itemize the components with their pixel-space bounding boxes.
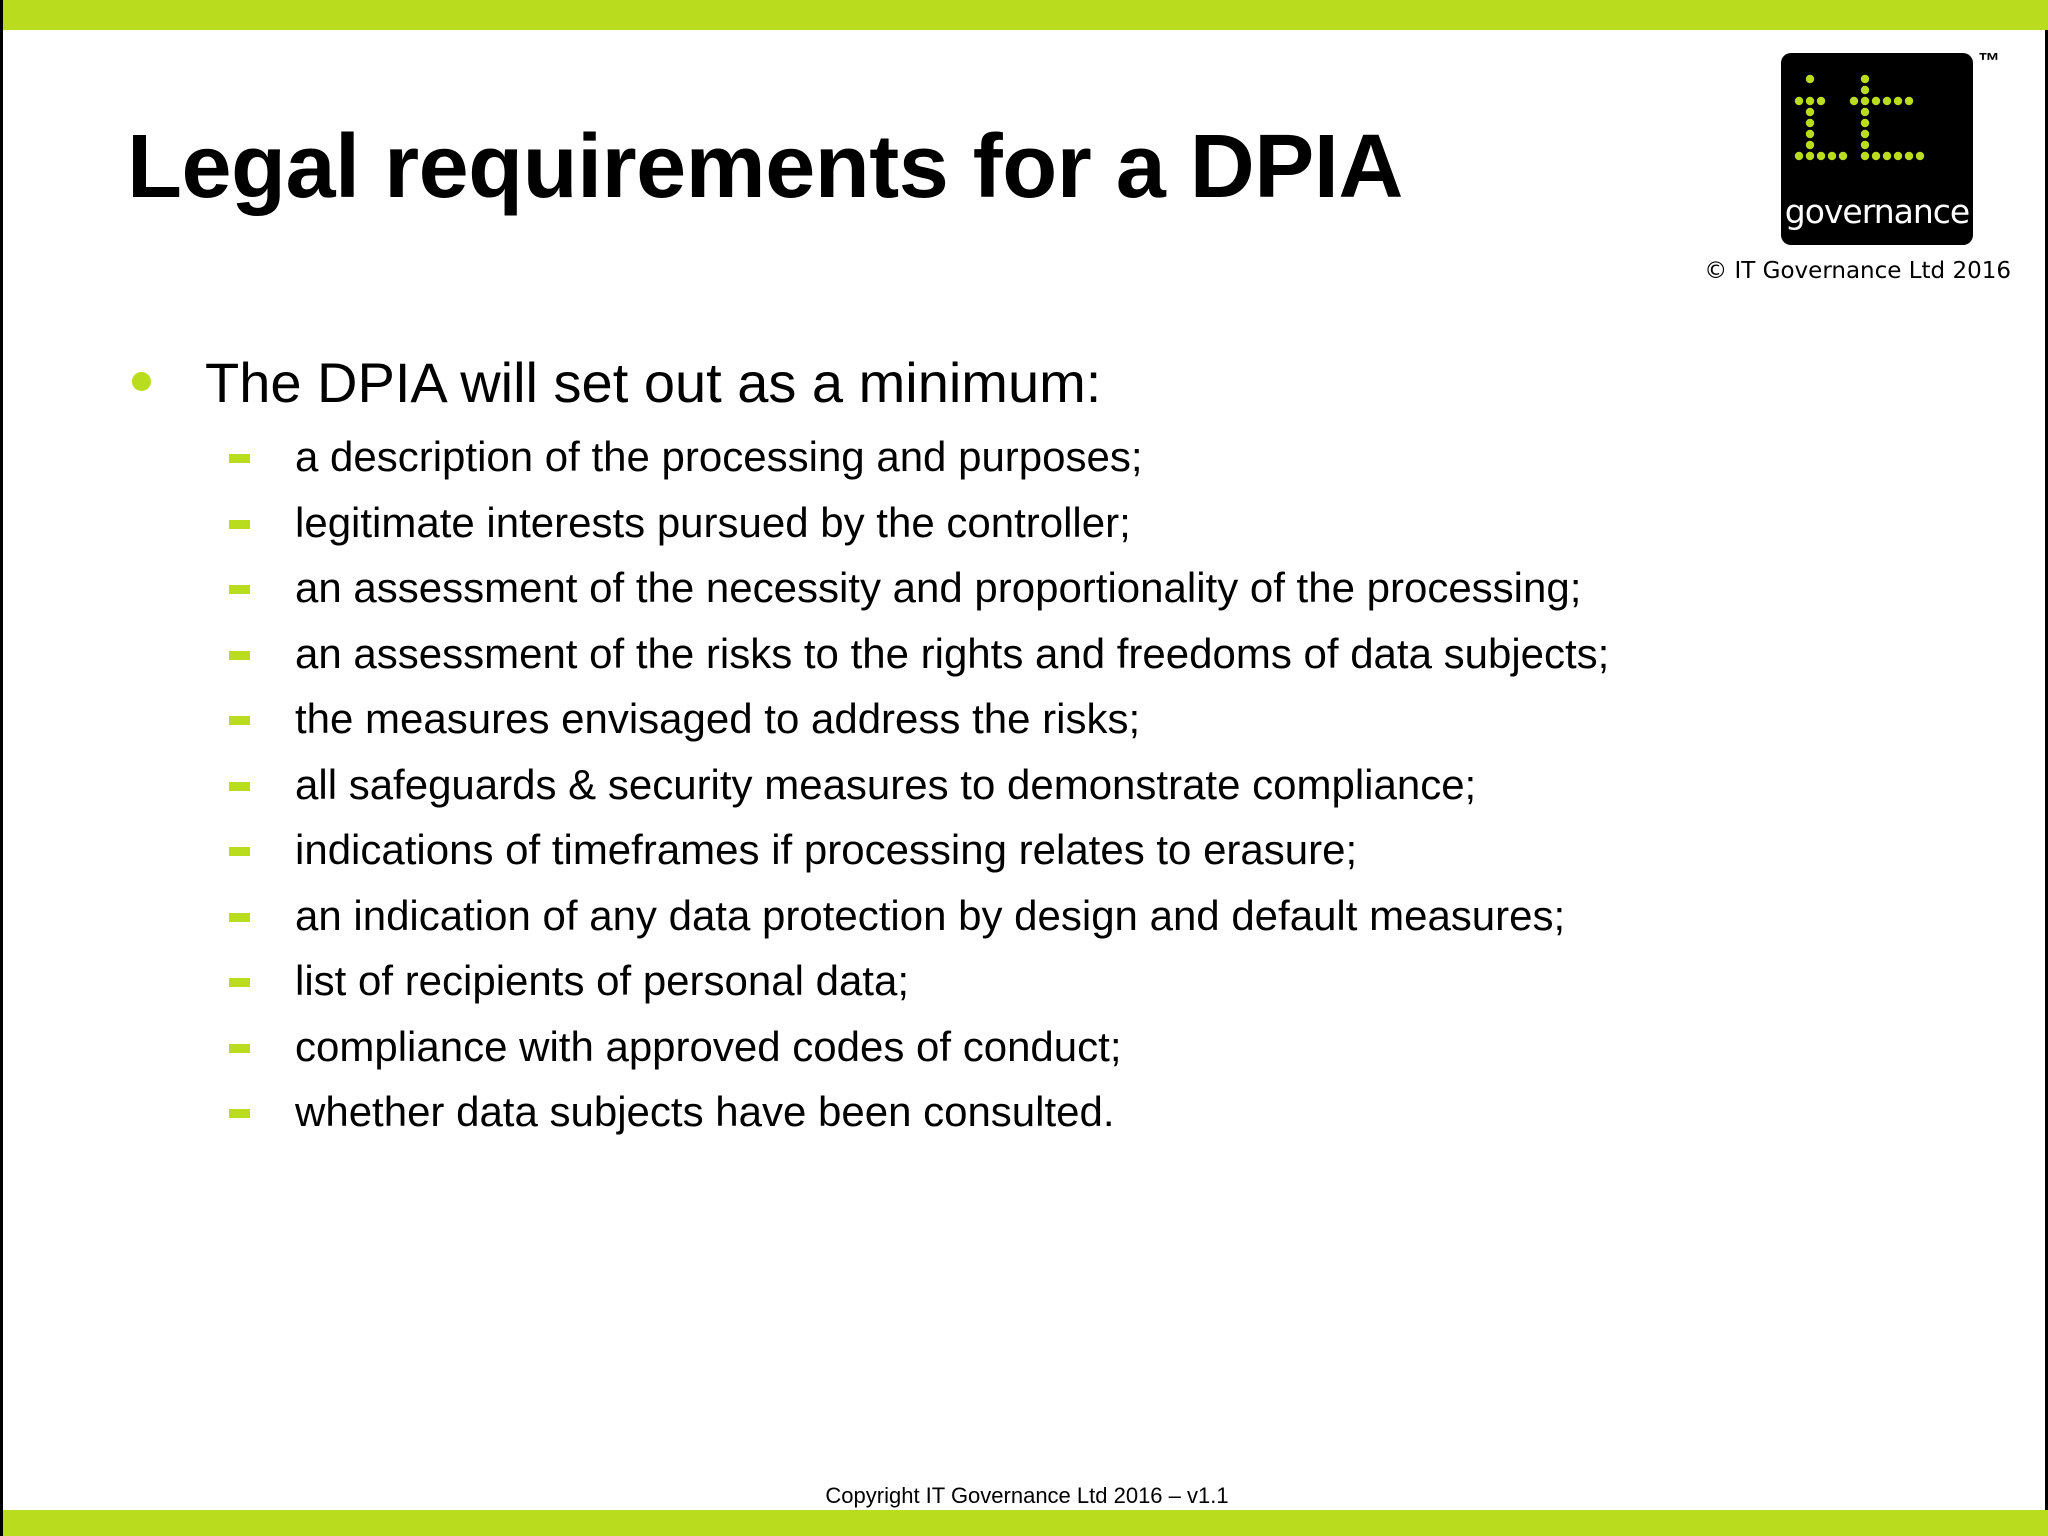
dash-bullet-icon <box>229 520 250 529</box>
sub-bullet-item <box>229 555 1929 621</box>
slide-title: Legal requirements for a DPIA <box>127 117 1403 217</box>
sub-bullet-item <box>229 752 1929 818</box>
it-governance-logo <box>1781 53 1973 245</box>
sub-bullet-text: indications of timeframes if processing relates to erasure; <box>295 826 1358 873</box>
main-bullet-text: The DPIA will set out as a minimum: <box>205 351 1102 414</box>
dash-bullet-icon <box>229 716 250 725</box>
trademark-symbol: ™ <box>1978 48 2000 73</box>
sub-bullet-item <box>229 948 1929 1014</box>
sub-bullet-item <box>229 621 1929 687</box>
sub-bullet-text: an assessment of the necessity and proportionality of the processing; <box>295 564 1582 611</box>
dash-bullet-icon <box>229 782 250 791</box>
sub-bullet-text: legitimate interests pursued by the controller; <box>295 498 1131 546</box>
logo-wordmark: governance <box>1784 192 1970 231</box>
sub-bullet-list <box>229 424 1929 1145</box>
dash-bullet-icon <box>229 1109 250 1118</box>
sub-bullet-item <box>229 817 1929 883</box>
sub-bullet-text: whether data subjects have been consulted. <box>295 1088 1115 1135</box>
dash-bullet-icon <box>229 585 250 594</box>
sub-bullet-item <box>229 883 1929 949</box>
logo-copyright: © IT Governance Ltd 2016 <box>1704 258 2011 284</box>
sub-bullet-text: a description of the processing and purposes; <box>295 433 1143 480</box>
dash-bullet-icon <box>229 1044 250 1053</box>
dash-bullet-icon <box>229 847 250 856</box>
sub-bullet-item <box>229 686 1929 752</box>
dash-bullet-icon <box>229 651 250 660</box>
sub-bullet-text: all safeguards & security measures to demonstrate compliance; <box>295 760 1477 808</box>
dash-bullet-icon <box>229 454 250 463</box>
sub-bullet-text: compliance with approved codes of conduct; <box>295 1022 1122 1070</box>
sub-bullet-item <box>229 424 1929 490</box>
sub-bullet-text: an assessment of the risks to the rights and freedoms of data subjects; <box>295 629 1610 677</box>
top-accent-bar <box>3 0 2048 30</box>
dash-bullet-icon <box>229 978 250 987</box>
main-bullet <box>127 348 1927 418</box>
sub-bullet-text: list of recipients of personal data; <box>295 957 910 1004</box>
sub-bullet-text: an indication of any data protection by design and default measures; <box>295 891 1566 939</box>
sub-bullet-item <box>229 1014 1929 1080</box>
bottom-accent-bar <box>3 1510 2048 1536</box>
bullet-dot-icon <box>132 372 151 391</box>
dash-bullet-icon <box>229 913 250 922</box>
sub-bullet-item <box>229 490 1929 556</box>
sub-bullet-text: the measures envisaged to address the risks; <box>295 695 1141 742</box>
sub-bullet-item <box>229 1079 1929 1145</box>
slide-footer: Copyright IT Governance Ltd 2016 – v1.1 <box>825 1483 1229 1508</box>
